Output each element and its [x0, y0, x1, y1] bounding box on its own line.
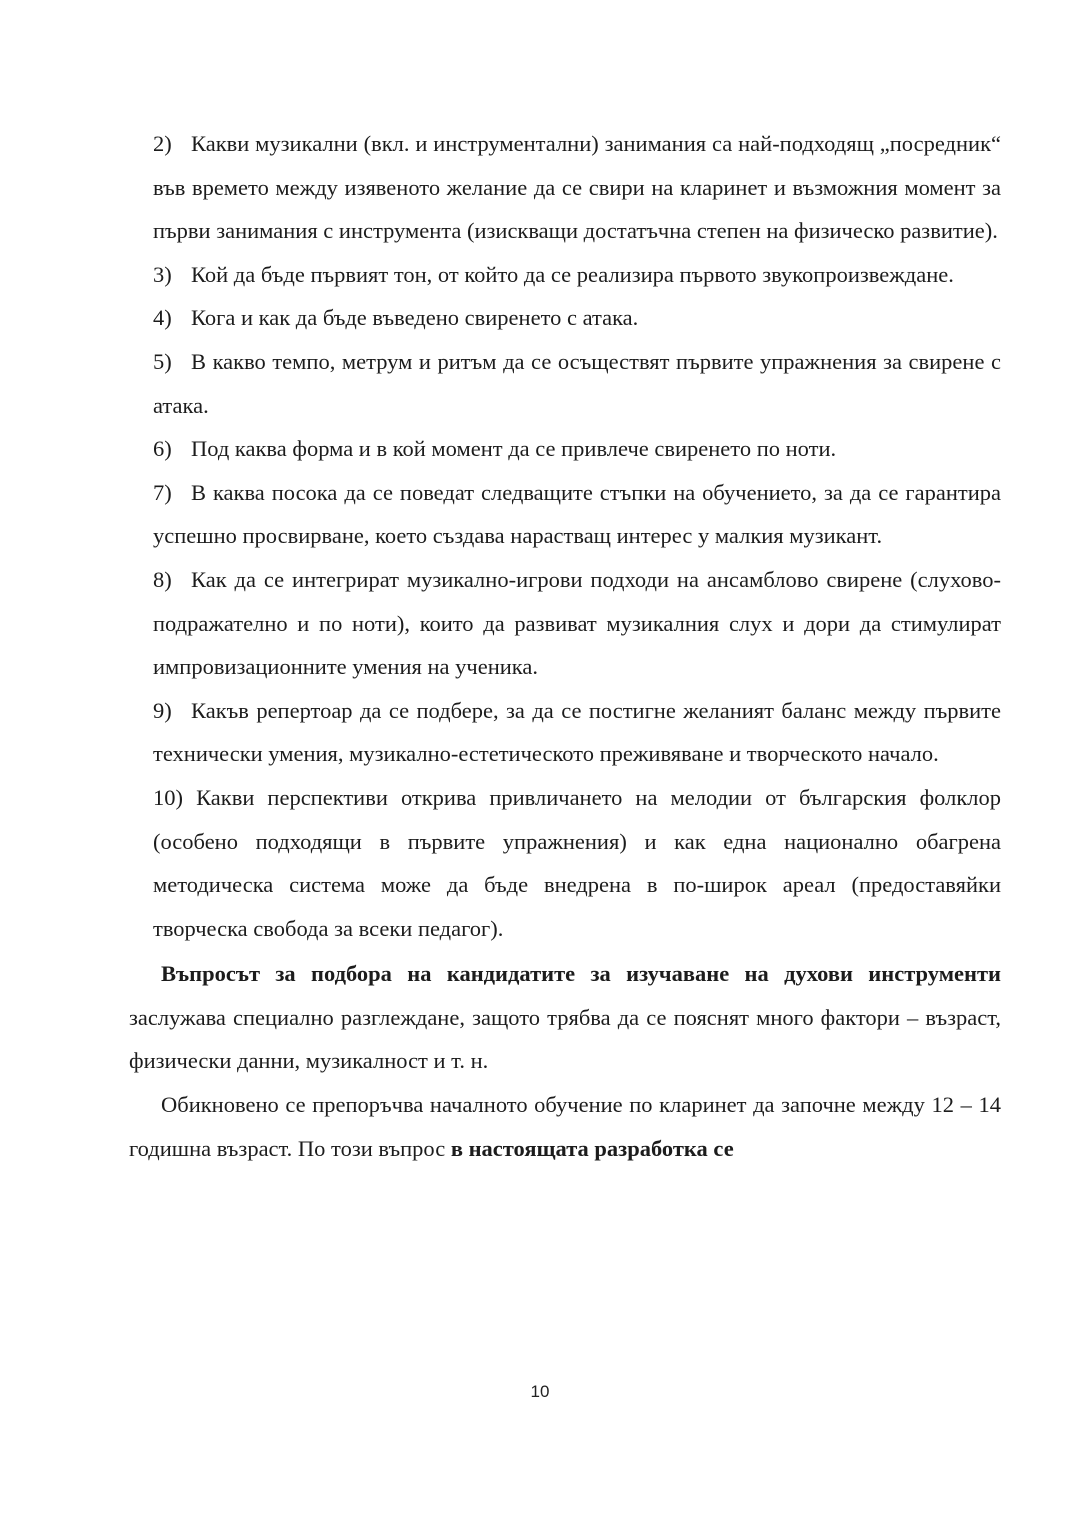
list-item-number: 6) [153, 436, 172, 462]
list-item-text: В каква посока да се поведат следващите стъпки на обучението, за да се гарантира успешно просвирване, което създава нарастващ интерес у малкия музикант. [153, 479, 1001, 549]
list-item-8 [129, 558, 1001, 689]
list-item-9 [129, 689, 1001, 776]
list-item-7 [129, 471, 1001, 558]
paragraph-text: Обикновено се препоръчва началното обучение по кларинет да започне между 12 – 14 годишна възраст. По този въпрос [129, 1092, 1001, 1161]
list-item-10 [129, 776, 1001, 950]
list-item-text: Кога и как да бъде въведено свиренето с атака. [191, 305, 639, 331]
list-item-text: Под каква форма и в кой момент да се привлече свиренето по ноти. [191, 436, 837, 462]
paragraph-bold-tail: в настоящата разработка се [450, 1135, 734, 1161]
list-item-5 [129, 340, 1001, 427]
list-item-number: 7) [153, 479, 172, 505]
paragraph-age-recommendation [129, 1083, 1001, 1170]
list-item-number: 3) [153, 261, 172, 287]
list-item-3 [129, 253, 1001, 297]
page-number: 10 [530, 1382, 550, 1401]
list-item-number: 8) [153, 566, 172, 592]
list-item-number: 10) [153, 784, 183, 810]
list-item-text: Какви музикални (вкл. и инструментални) занимания са най-подходящ „посредник“ във времето между изявеното желание да се свири на кларинет и възможния момент за първи занимания с инструмента (изискващи достатъчна степен на физическо развитие). [153, 131, 1001, 244]
list-item-text: Кой да бъде първият тон, от който да се реализира първото звукопроизвеждане. [191, 261, 954, 287]
list-item-number: 9) [153, 697, 172, 723]
list-item-2 [129, 122, 1001, 253]
list-item-number: 4) [153, 305, 172, 331]
paragraph-bold-lead: Въпросът за подбора на кандидатите за изучаване на духови инструменти [161, 961, 1001, 987]
list-item-number: 2) [153, 131, 172, 156]
list-item-text: В какво темпо, метрум и ритъм да се осъществят първите упражнения за свирене с атака. [153, 348, 1001, 418]
list-item-number: 5) [153, 348, 172, 374]
paragraph-text: заслужава специално разглеждане, защото трябва да се пояснят много фактори – възраст, физически данни, музикалност и т. н. [129, 1004, 1001, 1074]
list-item-text: Какъв репертоар да се подбере, за да се постигне желаният баланс между първите технически умения, музикално-естетическото преживяване и творческото начало. [153, 697, 1001, 767]
list-item-6 [129, 427, 1001, 471]
list-item-text: Какви перспективи открива привличането на мелодии от българския фолклор (особено подходящи в първите упражнения) и как една национално обагрена методическа система може да бъде внедрена в по-широк ареал (предоставяйки творческа свобода за всеки педагог). [153, 784, 1002, 941]
list-item-4 [129, 296, 1001, 340]
list-item-text: Как да се интегрират музикално-игрови подходи на ансамблово свирене (слухово-подражателно и по ноти), които да развиват музикалния слух и дори да стимулират импровизационните умения на ученика. [153, 566, 1001, 680]
page-content [129, 122, 1001, 1170]
paragraph-candidate-selection [129, 952, 1001, 1083]
